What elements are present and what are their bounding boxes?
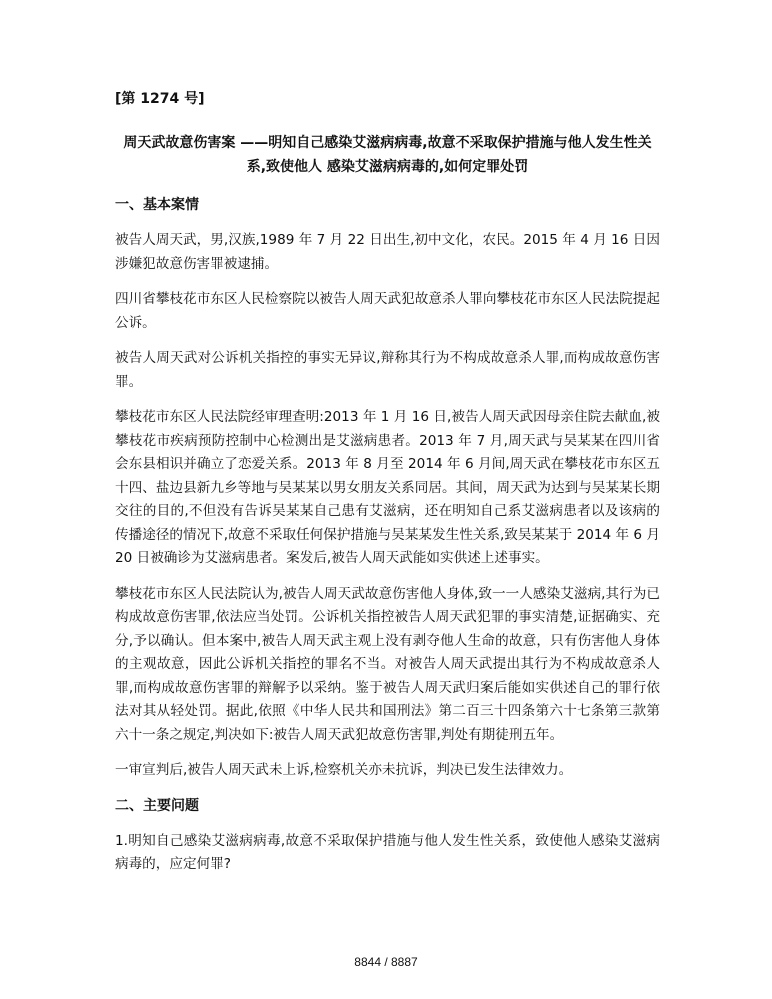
section-heading-basic-facts: 一、基本案情 xyxy=(115,197,199,213)
case-title: 周天武故意伤害案 ——明知自己感染艾滋病病毒,故意不采取保护措施与他人发生性关系,致使他人 感染艾滋病病毒的,如何定罪处罚 xyxy=(123,135,652,175)
section-heading-main-issues: 二、主要问题 xyxy=(115,797,199,814)
paragraph-prosecution: 四川省攀枝花市东区人民检察院以被告人周天武犯故意杀人罪向攀枝花市东区人民法院提起公诉。 xyxy=(115,291,660,331)
paragraph-effect: 一审宣判后,被告人周天武未上诉,检察机关亦未抗诉，判决已发生法律效力。 xyxy=(115,762,573,778)
paragraph-findings: 攀枝花市东区人民法院经审理查明:2013 年 1 月 16 日,被告人周天武因母亲住院去献血,被攀枝花市疾病预防控制中心检测出是艾滋病患者。2013 年 7 月,周天武与吴某某在四川省会东县相识并确立了恋爱关系。2013 年 8 月至 2014 年 6 月间,周天武在攀枝花市东区五十四、盐边县新九乡等地与吴某某以男女朋友关系同居。其间，周天武为达到与吴某某长期交往的目的,不但没有告诉吴某某自己患有艾滋病，还在明知自己系艾滋病患者以及该病的传播途径的情况下,故意不采取任何保护措施与吴某某发生性关系,致吴某某于 2014 年 6 月 20 日被确诊为艾滋病患者。案发后,被告人周天武能如实供述上述事实。 xyxy=(115,409,660,566)
case-number: [第 1274 号] xyxy=(115,91,205,107)
page-number: 8844 / 8887 xyxy=(354,955,418,969)
paragraph-judgment: 攀枝花市东区人民法院认为,被告人周天武故意伤害他人身体,致一一人感染艾滋病,其行为已构成故意伤害罪,依法应当处罚。公诉机关指控被告人周天武犯罪的事实清楚,证据确实、充分,予以确认。但本案中,被告人周天武主观上没有剥夺他人生命的故意，只有伤害他人身体的主观故意，因此公诉机关指控的罪名不当。对被告人周天武提出其行为不构成故意杀人罪,而构成故意伤害罪的辩解予以采纳。鉴于被告人周天武归案后能如实供述自己的罪行依法对其从轻处罚。据此,依照《中华人民共和国刑法》第二百三十四条第六十七条第三款第六十一条之规定,判决如下:被告人周天武犯故意伤害罪,判处有期徒刑五年。 xyxy=(115,585,660,743)
document-page xyxy=(115,88,660,889)
paragraph-question-1: 1.明知自己感染艾滋病病毒,故意不采取保护措施与他人发生性关系，致使他人感染艾滋病病毒的，应定何罪? xyxy=(115,832,660,872)
paragraph-defense: 被告人周天武对公诉机关指控的事实无异议,辩称其行为不构成故意杀人罪,而构成故意伤害罪。 xyxy=(115,350,660,390)
paragraph-defendant-info: 被告人周天武，男,汉族,1989 年 7 月 22 日出生,初中文化，农民。2015 年 4 月 16 日因涉嫌犯故意伤害罪被逮捕。 xyxy=(115,232,660,272)
